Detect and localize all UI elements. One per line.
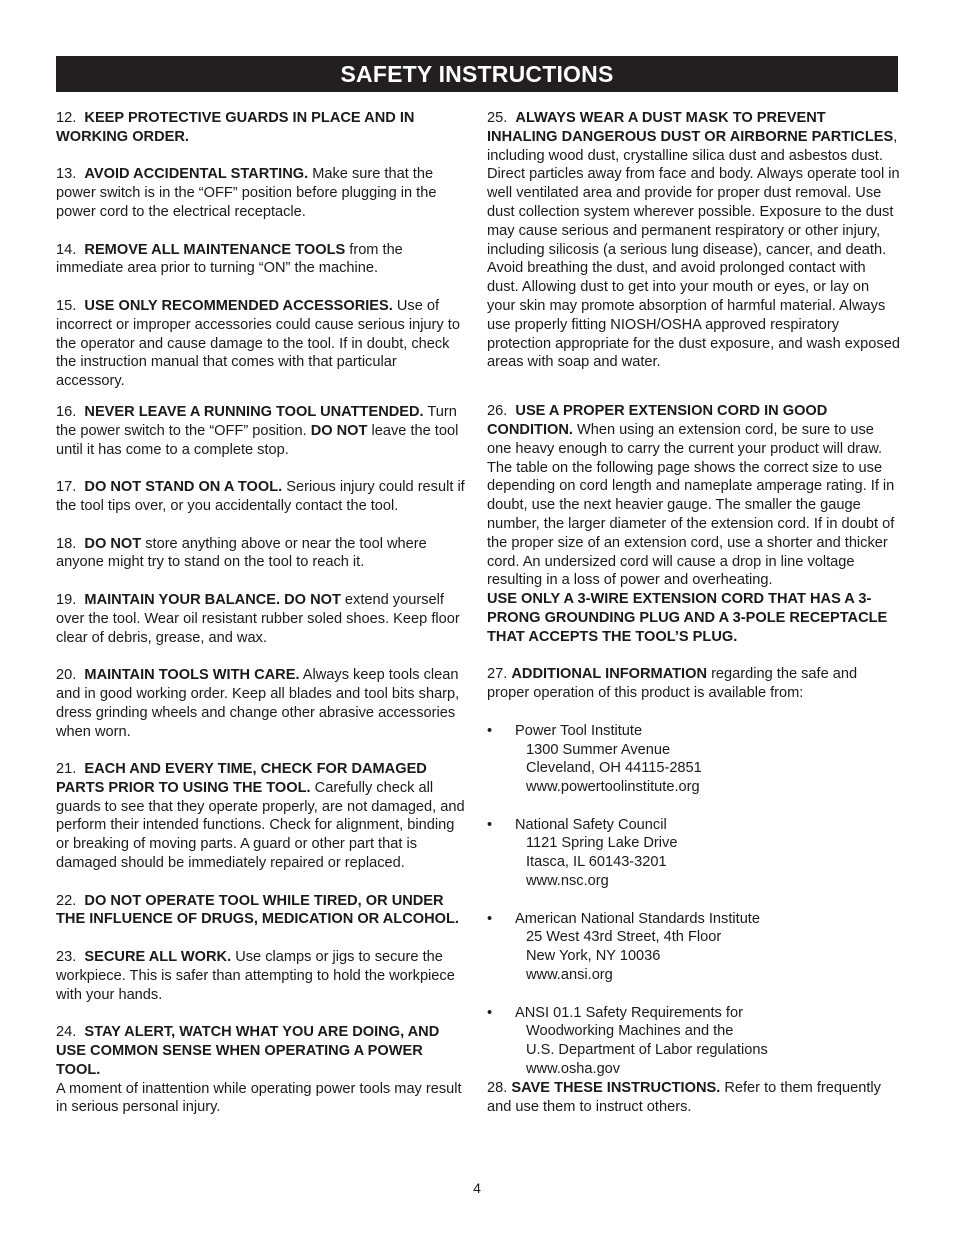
- address-line: U.S. Department of Labor regulations: [526, 1042, 768, 1059]
- instruction-23: [56, 948, 466, 1004]
- item-heading: USE ONLY RECOMMENDED ACCESSORIES.: [84, 297, 393, 314]
- item-number: 15.: [56, 297, 77, 314]
- item-heading: SECURE ALL WORK.: [84, 949, 232, 966]
- item-heading: ALWAYS WEAR A DUST MASK TO PREVENT INHALING DANGEROUS DUST OR AIRBORNE PARTICLES: [487, 110, 894, 145]
- item-heading: USE A PROPER EXTENSION CORD IN GOOD CONDITION.: [487, 403, 828, 438]
- item-body: regarding the safe and proper operation of this product is available from:: [487, 666, 858, 702]
- address-entry: [487, 910, 900, 985]
- address-line: Woodworking Machines and the: [526, 1023, 734, 1040]
- website-link[interactable]: www.ansi.org: [526, 967, 613, 984]
- organization-name: American National Standards Institute: [515, 910, 760, 927]
- section-title-banner: [56, 56, 898, 92]
- item-heading: DO NOT: [84, 535, 142, 552]
- organization-name: National Safety Council: [515, 816, 667, 833]
- instruction-21: [56, 760, 466, 873]
- instruction-25: [487, 109, 900, 372]
- item-heading: DO NOT STAND ON A TOOL.: [84, 479, 283, 496]
- address-entry: [487, 816, 900, 891]
- bullet-icon: •: [487, 910, 493, 927]
- instruction-17: [56, 478, 466, 516]
- item-number: 12.: [56, 110, 77, 126]
- item-body: , including wood dust, crystalline silica dust and asbestos dust. Direct particles away from face and body. Always operate tool in well ventilated area and provide for proper dust removal. Use dust collection system wherever possible. Exposure to the dust may cause serious and permanent respiratory or other injury, including silicosis (a serious lung disease), cancer, and death. Avoid breathing the dust, and avoid prolonged contact with dust. Allowing dust to get into your mouth or eyes, or lay on your skin may promote absorption of harmful material. Always use properly fitting NIOSH/OSHA approved respiratory protection appropriate for the dust exposure, and wash exposed areas with soap and water.: [487, 128, 900, 371]
- address-line: 1121 Spring Lake Drive: [526, 835, 678, 852]
- item-body: A moment of inattention while operating power tools may result in serious personal injury.: [56, 1080, 462, 1116]
- item-body: Serious injury could result if the tool tips over, or you accidentally contact the tool.: [56, 479, 465, 514]
- instruction-14: [56, 241, 466, 279]
- instruction-20: [56, 666, 466, 741]
- bullet-icon: •: [487, 722, 493, 739]
- address-line: Itasca, IL 60143-3201: [526, 854, 667, 871]
- item-body: When using an extension cord, be sure to use one heavy enough to carry the current your product will draw. The table on the following page shows the correct size to use depending on cord length and nameplate amperage rating. If in doubt, use the next heavier gauge. The smaller the gauge number, the larger diameter of the extension cord. If in doubt of the proper size of an extension cord, use a shorter and thicker cord. An undersized cord will cause a drop in line voltage resulting in a loss of power and overheating.: [487, 421, 895, 589]
- item-number: 21.: [56, 761, 77, 778]
- address-line: 1300 Summer Avenue: [526, 741, 671, 758]
- instruction-16: [56, 403, 466, 459]
- instruction-27: [487, 665, 900, 703]
- instruction-28: [487, 1079, 900, 1117]
- address-line: Cleveland, OH 44115-2851: [526, 760, 702, 777]
- bullet-icon: •: [487, 1004, 493, 1021]
- item-heading: EACH AND EVERY TIME, CHECK FOR DAMAGED PARTS PRIOR TO USING THE TOOL.: [56, 761, 427, 796]
- item-body: Make sure that the power switch is in the “OFF” position before plugging in the power cord to the electrical receptacle.: [56, 166, 437, 220]
- item-heading: KEEP PROTECTIVE GUARDS IN PLACE AND IN WORKING ORDER.: [56, 110, 415, 145]
- item-number: 25.: [487, 110, 508, 126]
- item-body: Refer to them frequently and use them to instruct others.: [487, 1079, 881, 1115]
- item-number: 14.: [56, 241, 77, 258]
- item-heading: STAY ALERT, WATCH WHAT YOU ARE DOING, AND USE COMMON SENSE WHEN OPERATING A POWER TOOL.: [56, 1024, 440, 1078]
- item-heading: DO NOT OPERATE TOOL WHILE TIRED, OR UNDER THE INFLUENCE OF DRUGS, MEDICATION OR ALCOHOL.: [56, 892, 459, 928]
- instruction-19: [56, 591, 466, 647]
- item-number: 20.: [56, 667, 77, 684]
- address-line: New York, NY 10036: [526, 948, 661, 965]
- website-link[interactable]: www.osha.gov: [526, 1061, 621, 1078]
- item-body: extend yourself over the tool. Wear oil resistant rubber soled shoes. Keep floor clear of debris, grease, and wax.: [56, 591, 460, 646]
- item-body: Use clamps or jigs to secure the workpiece. This is safer than attempting to hold the workpiece with your hands.: [56, 949, 455, 1003]
- instruction-13: [56, 165, 466, 221]
- item-emphasis: DO NOT: [310, 422, 368, 439]
- extension-cord-warning: USE ONLY A 3-WIRE EXTENSION CORD THAT HAS A 3-PRONG GROUNDING PLUG AND A 3-POLE RECEPTACLE THAT ACCEPTS THE TOOL’S PLUG.: [487, 591, 888, 645]
- item-body: Use of incorrect or improper accessories could cause serious injury to the operator and cause damage to the tool. If in doubt, check the instruction manual that comes with that particular accessory.: [56, 297, 460, 390]
- item-number: 22.: [56, 892, 77, 909]
- instruction-18: [56, 535, 466, 573]
- bullet-icon: •: [487, 816, 493, 833]
- item-number: 19.: [56, 591, 77, 608]
- instruction-24: [56, 1023, 466, 1117]
- instruction-12: [56, 109, 466, 147]
- item-body: store anything above or near the tool where anyone might try to stand on the tool to reach it.: [56, 535, 427, 571]
- left-column: [56, 109, 466, 1117]
- item-number: 16.: [56, 403, 77, 420]
- website-link[interactable]: www.nsc.org: [526, 873, 609, 890]
- website-link[interactable]: www.powertoolinstitute.org: [526, 779, 700, 796]
- item-body: Always keep tools clean and in good working order. Keep all blades and tool bits sharp, dress grinding wheels and change other abrasive accessories when worn.: [56, 667, 460, 740]
- organization-name: Power Tool Institute: [515, 722, 643, 739]
- item-heading: SAVE THESE INSTRUCTIONS.: [511, 1079, 721, 1096]
- item-number: 26.: [487, 403, 508, 420]
- right-column: [487, 109, 900, 1116]
- item-number: 17.: [56, 479, 77, 496]
- organization-name: ANSI 01.1 Safety Requirements for: [515, 1004, 743, 1021]
- item-number: 18.: [56, 535, 77, 552]
- item-heading: AVOID ACCIDENTAL STARTING.: [84, 166, 309, 183]
- item-body: Carefully check all guards to see that they operate properly, are not damaged, and perform their intended functions. Check for alignment, binding or breaking of moving parts. A guard or other part that is damaged should be immediately repaired or replaced.: [56, 779, 465, 872]
- instruction-15: [56, 297, 466, 391]
- page-number: 4: [473, 1180, 481, 1196]
- item-number: 13.: [56, 166, 77, 183]
- item-heading: REMOVE ALL MAINTENANCE TOOLS: [84, 241, 346, 258]
- item-heading: NEVER LEAVE A RUNNING TOOL UNATTENDED.: [84, 403, 424, 420]
- instruction-26: [487, 402, 900, 646]
- item-body: from the immediate area prior to turning “ON” the machine.: [56, 241, 403, 277]
- item-number: 24.: [56, 1024, 77, 1041]
- address-line: 25 West 43rd Street, 4th Floor: [526, 929, 722, 946]
- item-number: 28.: [487, 1079, 508, 1096]
- instruction-22: [56, 892, 466, 930]
- item-number: 27.: [487, 666, 508, 683]
- page-title: SAFETY INSTRUCTIONS: [340, 60, 614, 87]
- item-heading: ADDITIONAL INFORMATION: [511, 666, 708, 683]
- item-body: Turn the power switch to the “OFF” position.: [56, 403, 457, 439]
- address-entry: [487, 1004, 900, 1079]
- item-heading: MAINTAIN YOUR BALANCE. DO NOT: [84, 591, 341, 608]
- item-heading: MAINTAIN TOOLS WITH CARE.: [84, 667, 300, 684]
- item-number: 23.: [56, 949, 77, 966]
- address-entry: [487, 722, 900, 797]
- item-body-continued: leave the tool until it has come to a complete stop.: [56, 422, 459, 458]
